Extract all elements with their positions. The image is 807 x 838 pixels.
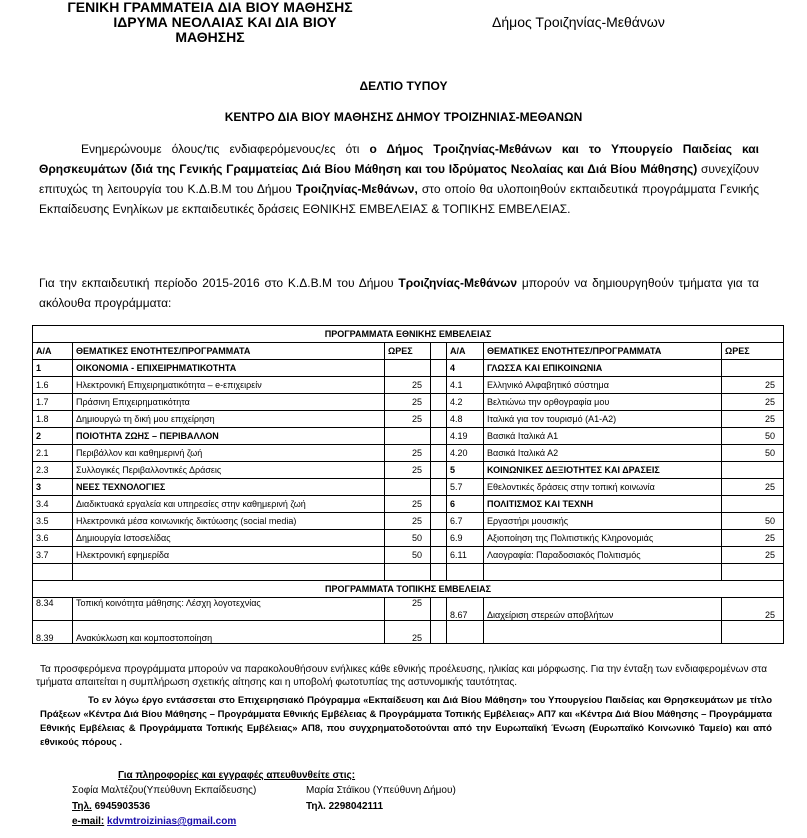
- empty-cell: [33, 564, 73, 581]
- row-number-left: 1.7: [33, 394, 73, 411]
- row-theme-right: ΓΛΩΣΣΑ ΚΑΙ ΕΠΙΚΟΙΝΩΝΙΑ: [484, 360, 722, 377]
- table-row: [33, 360, 784, 377]
- spacer-cell: [431, 377, 447, 394]
- phone-1-number: 6945903536: [91, 801, 151, 812]
- spacer-cell: [431, 462, 447, 479]
- intro-text-3: στο οποίο θα υλοποιηθούν εκπαιδευτικά προγράμματα Γενικής Εκπαίδευσης Ενηλίκων με εκπαιδευτικές δράσεις ΕΘΝΙΚΗΣ ΕΜΒΕΛΕΙΑΣ & ΤΟΠΙΚΗΣ ΕΜΒΕΛΕΙΑΣ.: [39, 182, 759, 216]
- row-number-right: 6: [447, 496, 484, 513]
- table-row: [33, 513, 784, 530]
- table-header-row: [33, 343, 784, 360]
- intro-text-1: Ενημερώνουμε όλους/τις ενδιαφερόμενους/ες ότι: [81, 142, 370, 156]
- local-hours-left: 25: [385, 598, 431, 621]
- col-hours-right: ΩΡΕΣ: [722, 343, 784, 360]
- row-theme-left: Δημιουργώ τη δική μου επιχείρηση: [73, 411, 385, 428]
- row-hours-left: 25: [385, 394, 431, 411]
- email-label: e-mail:: [72, 816, 105, 827]
- local-number-left: 8.39: [33, 621, 73, 644]
- row-hours-right: 50: [722, 428, 784, 445]
- phone-1-label: Τηλ.: [72, 801, 92, 812]
- row-theme-left: Διαδικτυακά εργαλεία και υπηρεσίες στην καθημερινή ζωή: [73, 496, 385, 513]
- row-theme-left: Δημιουργία Ιστοσελίδας: [73, 530, 385, 547]
- col-hours-left: ΩΡΕΣ: [385, 343, 431, 360]
- table-row: [33, 530, 784, 547]
- col-aa-right: Α/Α: [447, 343, 484, 360]
- row-number-left: 3.5: [33, 513, 73, 530]
- row-hours-right: 25: [722, 411, 784, 428]
- programs-table: [32, 325, 784, 644]
- row-theme-right: Εθελοντικές δράσεις στην τοπική κοινωνία: [484, 479, 722, 496]
- contact-phone-2: Τηλ. 2298042111: [306, 801, 384, 812]
- row-number-right: 4.19: [447, 428, 484, 445]
- row-theme-left: ΠΟΙΟΤΗΤΑ ΖΩΗΣ – ΠΕΡΙΒΑΛΛΟΝ: [73, 428, 385, 445]
- empty-cell: [484, 564, 722, 581]
- row-number-right: 5: [447, 462, 484, 479]
- intro-bold-2: Τροιζηνίας-Μεθάνων,: [295, 182, 418, 196]
- document-title: ΔΕΛΤΙΟ ΤΥΠΟΥ: [359, 79, 448, 93]
- spacer-cell: [431, 496, 447, 513]
- col-aa-left: Α/Α: [33, 343, 73, 360]
- row-number-right: 4.8: [447, 411, 484, 428]
- row-number-left: 2: [33, 428, 73, 445]
- row-number-right: 4.1: [447, 377, 484, 394]
- spacer-cell: [431, 598, 447, 621]
- row-hours-left: 25: [385, 513, 431, 530]
- row-number-left: 2.3: [33, 462, 73, 479]
- row-theme-right: Ιταλικά για τον τουρισμό (Α1-Α2): [484, 411, 722, 428]
- spacer-cell: [431, 530, 447, 547]
- row-number-left: 2.1: [33, 445, 73, 462]
- intro-paragraph: [39, 139, 759, 219]
- spacer-cell: [431, 513, 447, 530]
- row-hours-right: 50: [722, 513, 784, 530]
- local-table-row: [33, 598, 784, 621]
- contact-email: [72, 816, 236, 827]
- row-hours-right: 25: [722, 547, 784, 564]
- row-hours-left: 25: [385, 445, 431, 462]
- local-number-left: 8.34: [33, 598, 73, 621]
- table-row: [33, 428, 784, 445]
- row-theme-right: ΚΟΙΝΩΝΙΚΕΣ ΔΕΞΙΟΤΗΤΕΣ ΚΑΙ ΔΡΑΣΕΙΣ: [484, 462, 722, 479]
- empty-cell: [431, 564, 447, 581]
- row-number-left: 3.7: [33, 547, 73, 564]
- row-hours-right: 25: [722, 394, 784, 411]
- row-theme-right: Βασικά Ιταλικά Α2: [484, 445, 722, 462]
- spacer-cell: [431, 411, 447, 428]
- empty-cell: [722, 564, 784, 581]
- period-text-1: Για την εκπαιδευτική περίοδο 2015-2016 στο Κ.Δ.Β.Μ του Δήμου: [39, 276, 399, 290]
- row-hours-right: 25: [722, 530, 784, 547]
- row-theme-right: Ελληνικό Αλφαβητικό σύστημα: [484, 377, 722, 394]
- row-theme-left: ΟΙΚΟΝΟΜΙΑ - ΕΠΙΧΕΙΡΗΜΑΤΙΚΟΤΗΤΑ: [73, 360, 385, 377]
- row-hours-left: 50: [385, 547, 431, 564]
- row-number-left: 1.6: [33, 377, 73, 394]
- table-row: [33, 462, 784, 479]
- row-theme-right: Λαογραφία: Παραδοσιακός Πολιτισμός: [484, 547, 722, 564]
- national-programs-title: ΠΡΟΓΡΑΜΜΑΤΑ ΕΘΝΙΚΗΣ ΕΜΒΕΛΕΙΑΣ: [33, 326, 784, 343]
- local-hours-right: 25: [722, 598, 784, 621]
- org-line-3: ΜΑΘΗΣΗΣ: [175, 29, 245, 45]
- local-theme-right: Διαχείριση στερεών αποβλήτων: [484, 598, 722, 621]
- row-hours-left: [385, 360, 431, 377]
- empty-cell: [73, 564, 385, 581]
- spacer-cell: [431, 343, 447, 360]
- row-hours-right: 25: [722, 377, 784, 394]
- row-number-left: 3.6: [33, 530, 73, 547]
- row-hours-left: 25: [385, 462, 431, 479]
- local-table-row: [33, 621, 784, 644]
- org-line-1: ΓΕΝΙΚΗ ΓΡΑΜΜΑΤΕΙΑ ΔΙΑ ΒΙΟΥ ΜΑΘΗΣΗΣ: [67, 0, 353, 15]
- contact-person-1: Σοφία Μαλτέζου(Υπεύθυνη Εκπαίδευσης): [72, 785, 257, 796]
- row-hours-left: 25: [385, 411, 431, 428]
- local-hours-right: [722, 621, 784, 644]
- row-hours-left: 25: [385, 496, 431, 513]
- row-theme-right: Βασικά Ιταλικά Α1: [484, 428, 722, 445]
- row-number-left: 3.4: [33, 496, 73, 513]
- spacer-cell: [431, 479, 447, 496]
- period-bold: Τροιζηνίας-Μεθάνων: [398, 276, 518, 290]
- row-number-right: 6.7: [447, 513, 484, 530]
- row-number-left: 1: [33, 360, 73, 377]
- table-row: [33, 479, 784, 496]
- intro-text-2: συνεχίζουν επιτυχώς τη λειτουργία του Κ.Δ.Β.Μ του Δήμου: [39, 162, 760, 196]
- row-theme-left: Περιβάλλον και καθημερινή ζωή: [73, 445, 385, 462]
- local-number-right: [447, 621, 484, 644]
- document-subtitle: ΚΕΝΤΡΟ ΔΙΑ ΒΙΟΥ ΜΑΘΗΣΗΣ ΔΗΜΟΥ ΤΡΟΙΖΗΝΙΑΣ-ΜΕΘΑΝΩΝ: [224, 110, 583, 124]
- footer-paragraph-2: Το εν λόγω έργο εντάσσεται στο Επιχειρησιακό Πρόγραμμα «Εκπαίδευση και Διά Βίου Μάθηση» του Υπουργείου Παιδείας και Θρησκευμάτων με τίτλο Πράξεων «Κέντρα Διά Βίου Μάθησης – Προγράμματα Εθνικής Εμβέλειας & Προγράμματα Τοπικής Εμβέλειας» ΑΠ7 και «Κέντρα Διά Βίου Μάθησης – Προγράμματα Εθνικής Εμβέλειας & Προγράμματα Τοπικής Εμβέλειας» ΑΠ8, που συγχρηματοδοτούνται από την Ευρωπαϊκή Ένωση (Ευρωπαϊκό Κοινωνικό Ταμείο) και από εθνικούς πόρους .: [40, 695, 772, 748]
- row-theme-right: Βελτιώνω την ορθογραφία μου: [484, 394, 722, 411]
- period-paragraph: [39, 273, 759, 313]
- contact-heading: Για πληροφορίες και εγγραφές απευθυνθείτε στις:: [118, 770, 356, 781]
- intro-bold-1: ο Δήμος Τροιζηνίας-Μεθάνων και το Υπουργείο Παιδείας και Θρησκευμάτων (διά της Γενικής Γραμματείας Διά Βίου Μάθηση και του Ιδρύματος Νεολαίας και Διά Βίου Μάθησης): [39, 142, 760, 176]
- row-hours-right: [722, 462, 784, 479]
- row-theme-left: Ηλεκτρονική Επιχειρηματικότητα – e-επιχειρείν: [73, 377, 385, 394]
- row-hours-left: [385, 428, 431, 445]
- row-number-right: 4.2: [447, 394, 484, 411]
- local-programs-title: ΠΡΟΓΡΑΜΜΑΤΑ ΤΟΠΙΚΗΣ ΕΜΒΕΛΕΙΑΣ: [33, 581, 784, 598]
- row-hours-right: [722, 496, 784, 513]
- table-row: [33, 547, 784, 564]
- row-number-right: 6.9: [447, 530, 484, 547]
- row-number-left: 1.8: [33, 411, 73, 428]
- local-theme-left: Τοπική κοινότητα μάθησης: Λέσχη λογοτεχνίας: [73, 598, 385, 621]
- row-number-right: 4: [447, 360, 484, 377]
- spacer-cell: [431, 445, 447, 462]
- spacer-cell: [431, 360, 447, 377]
- org-line-2: ΙΔΡΥΜΑ ΝΕΟΛΑΙΑΣ ΚΑΙ ΔΙΑ ΒΙΟΥ: [113, 14, 337, 30]
- local-number-right: 8.67: [447, 598, 484, 621]
- period-text-2: μπορούν να δημιουργηθούν τμήματα για τα ακόλουθα προγράμματα:: [39, 276, 759, 310]
- spacer-cell: [431, 394, 447, 411]
- spacer-cell: [431, 428, 447, 445]
- row-theme-left: ΝΕΕΣ ΤΕΧΝΟΛΟΓΙΕΣ: [73, 479, 385, 496]
- local-theme-left: Ανακύκλωση και κομποστοποίηση: [73, 621, 385, 644]
- row-theme-left: Ηλεκτρονική εφημερίδα: [73, 547, 385, 564]
- footer-paragraph-1: Τα προσφερόμενα προγράμματα μπορούν να παρακολουθήσουν ενήλικες κάθε εθνικής προέλευσης, ηλικίας και μόρφωσης. Για την ένταξη των ενδιαφερομένων στα τμήματα απαιτείται η συμπλήρωση σχετικής αίτησης και η υποβολή φωτοτυπίας της αστυνομικής ταυτότητας.: [36, 664, 767, 688]
- row-hours-right: 25: [722, 479, 784, 496]
- row-theme-left: Πράσινη Επιχειρηματικότητα: [73, 394, 385, 411]
- col-theme-left: ΘΕΜΑΤΙΚΕΣ ΕΝΟΤΗΤΕΣ/ΠΡΟΓΡΑΜΜΑΤΑ: [73, 343, 385, 360]
- row-hours-right: 50: [722, 445, 784, 462]
- empty-row: [33, 564, 784, 581]
- local-title-row: [33, 581, 784, 598]
- table-row: [33, 394, 784, 411]
- spacer-cell: [431, 547, 447, 564]
- empty-cell: [385, 564, 431, 581]
- row-theme-right: ΠΟΛΙΤΙΣΜΟΣ ΚΑΙ ΤΕΧΝΗ: [484, 496, 722, 513]
- row-theme-right: Αξιοποίηση της Πολιτιστικής Κληρονομιάς: [484, 530, 722, 547]
- row-hours-right: [722, 360, 784, 377]
- table-row: [33, 445, 784, 462]
- contact-phone-1: [72, 801, 150, 812]
- row-theme-right: Εργαστήρι μουσικής: [484, 513, 722, 530]
- empty-cell: [447, 564, 484, 581]
- municipality-header: Δήμος Τροιζηνίας-Μεθάνων: [492, 14, 665, 30]
- local-theme-right: [484, 621, 722, 644]
- row-number-right: 5.7: [447, 479, 484, 496]
- row-hours-left: 25: [385, 377, 431, 394]
- spacer-cell: [431, 621, 447, 644]
- row-theme-left: Ηλεκτρονικά μέσα κοινωνικής δικτύωσης (social media): [73, 513, 385, 530]
- row-number-right: 6.11: [447, 547, 484, 564]
- contact-person-2: Μαρία Στάϊκου (Υπεύθυνη Δήμου): [306, 785, 456, 796]
- row-number-right: 4.20: [447, 445, 484, 462]
- email-link[interactable]: kdvmtroizinias@gmail.com: [107, 816, 237, 827]
- table-row: [33, 496, 784, 513]
- row-theme-left: Συλλογικές Περιβαλλοντικές Δράσεις: [73, 462, 385, 479]
- table-row: [33, 377, 784, 394]
- row-number-left: 3: [33, 479, 73, 496]
- row-hours-left: [385, 479, 431, 496]
- row-hours-left: 50: [385, 530, 431, 547]
- national-title-row: [33, 326, 784, 343]
- table-row: [33, 411, 784, 428]
- col-theme-right: ΘΕΜΑΤΙΚΕΣ ΕΝΟΤΗΤΕΣ/ΠΡΟΓΡΑΜΜΑΤΑ: [484, 343, 722, 360]
- org-header: [0, 0, 420, 45]
- local-hours-left: 25: [385, 621, 431, 644]
